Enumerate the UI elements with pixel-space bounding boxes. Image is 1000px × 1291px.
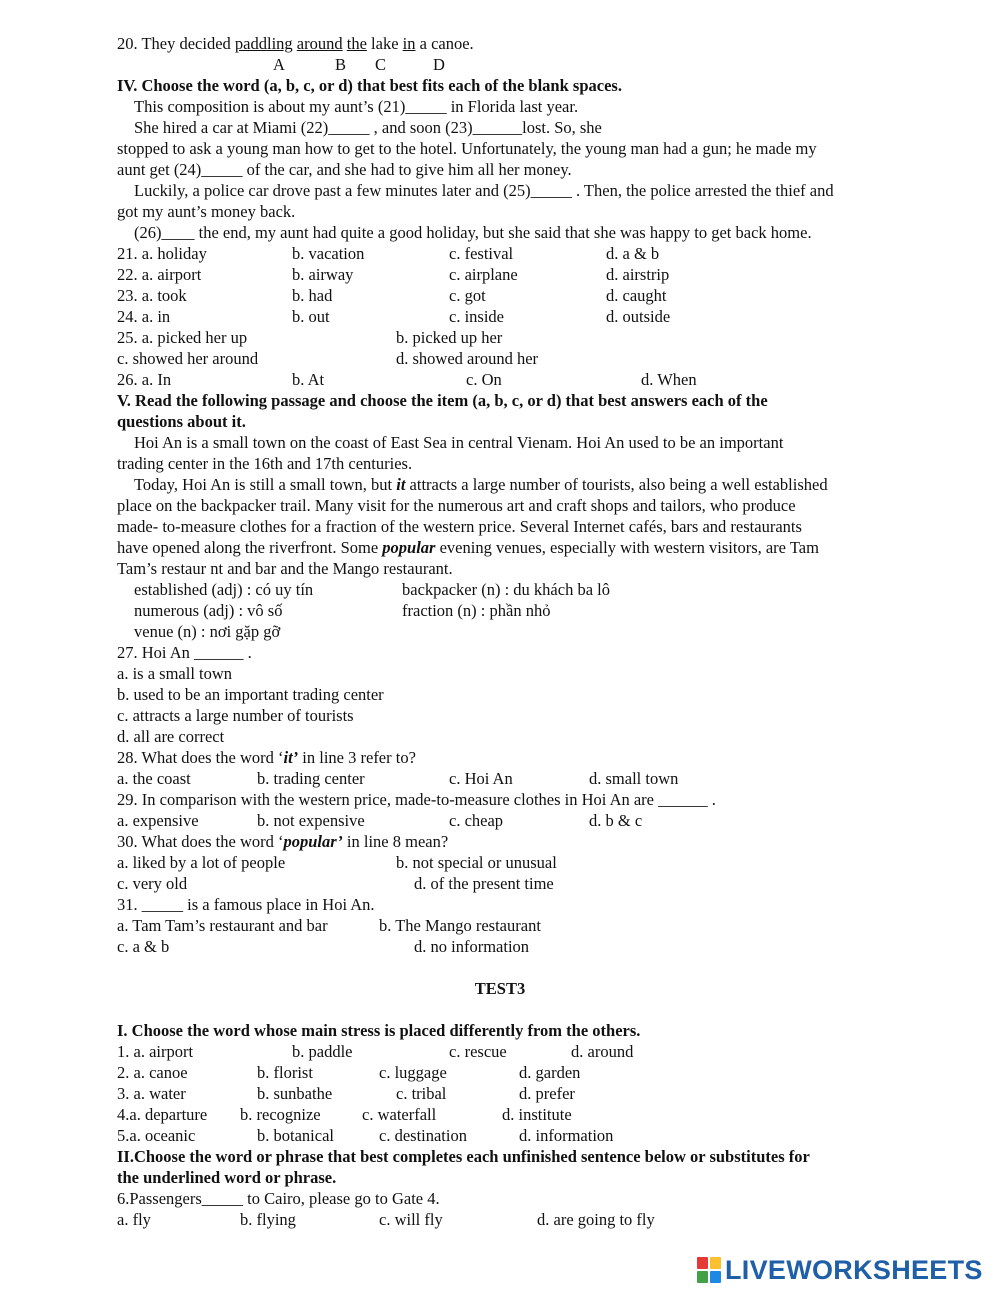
q23-option-d: d. caught	[606, 286, 667, 305]
q29-option-b: b. not expensive	[257, 811, 365, 830]
t3-q3-option-c: c. tribal	[396, 1084, 447, 1103]
passage-text: have opened along the riverfront. Some	[117, 538, 383, 557]
passage-line: (26)____ the end, my aunt had quite a good holiday, but she said that she was happy to get back home.	[134, 223, 812, 242]
q22-option-b: b. airway	[292, 265, 354, 284]
q25-option-c: c. showed her around	[117, 349, 259, 368]
t3-q5-option-d: d. information	[519, 1126, 614, 1145]
passage-line: Luckily, a police car drove past a few minutes later and (25)_____ . Then, the police arrested the thief and	[134, 181, 834, 200]
t3-q2-option-d: d. garden	[519, 1063, 581, 1082]
q25-option-d: d. showed around her	[396, 349, 539, 368]
t3-q2-option-a: 2. a. canoe	[117, 1063, 188, 1082]
passage-text: attracts a large number of tourists, also being a well established	[405, 475, 828, 494]
q20-label-a: A	[273, 55, 285, 74]
q24-option-a: 24. a. in	[117, 307, 171, 326]
q21-option-c: c. festival	[449, 244, 514, 263]
t3-q5-option-b: b. botanical	[257, 1126, 334, 1145]
q28-option-d: d. small town	[589, 769, 679, 788]
t3-q1-option-d: d. around	[571, 1042, 634, 1061]
q20-label-d: D	[433, 55, 445, 74]
q20-label-c: C	[375, 55, 387, 74]
keyword-it: it	[396, 475, 406, 494]
q31-option-c: c. a & b	[117, 937, 170, 956]
q20-option-c: the	[346, 34, 367, 53]
q21-option-b: b. vacation	[292, 244, 365, 263]
q26-option-d: d. When	[641, 370, 697, 389]
t3-q2-option-c: c. luggage	[379, 1063, 447, 1082]
t3-q4-option-a: 4.a. departure	[117, 1105, 208, 1124]
vocab-item: venue (n) : nơi gặp gỡ	[134, 622, 281, 641]
q27-option-c: c. attracts a large number of tourists	[117, 706, 354, 725]
passage-line: made- to-measure clothes for a fraction of the western price. Several Internet cafés, bars and restaurants	[117, 517, 802, 536]
q28-option-b: b. trading center	[257, 769, 365, 788]
q24-option-b: b. out	[292, 307, 330, 326]
passage-line: Tam’s restaur nt and bar and the Mango restaurant.	[117, 559, 453, 578]
t3-q1-option-b: b. paddle	[292, 1042, 353, 1061]
q31-option-b: b. The Mango restaurant	[379, 916, 541, 935]
q24-option-d: d. outside	[606, 307, 671, 326]
q30-keyword: popular’	[283, 832, 343, 851]
q20-option-d: in	[402, 34, 416, 53]
liveworksheets-logo[interactable]	[697, 1255, 983, 1285]
question-29: 29. In comparison with the western price, made-to-measure clothes in Hoi An are ______ .	[117, 790, 716, 809]
t3-q3-option-d: d. prefer	[519, 1084, 575, 1103]
q27-option-a: a. is a small town	[117, 664, 233, 683]
test3-section-2-heading-cont: the underlined word or phrase.	[117, 1168, 337, 1187]
q22-option-c: c. airplane	[449, 265, 518, 284]
q31-option-a: a. Tam Tam’s restaurant and bar	[117, 916, 328, 935]
section-5-heading: V. Read the following passage and choose the item (a, b, c, or d) that best answers each of the	[117, 391, 768, 410]
t3-q3-option-a: 3. a. water	[117, 1084, 186, 1103]
q29-option-a: a. expensive	[117, 811, 199, 830]
question-30	[117, 832, 448, 852]
test3-title: TEST3	[474, 979, 526, 998]
passage-line: This composition is about my aunt’s (21)_____ in Florida last year.	[134, 97, 579, 116]
q28-option-c: c. Hoi An	[449, 769, 513, 788]
q30-option-a: a. liked by a lot of people	[117, 853, 286, 872]
section-4-heading: IV. Choose the word (a, b, c, or d) that best fits each of the blank spaces.	[117, 76, 622, 95]
q30-option-d: d. of the present time	[414, 874, 554, 893]
q27-option-b: b. used to be an important trading center	[117, 685, 384, 704]
q30-text: 30. What does the word ‘	[117, 832, 284, 851]
q29-option-d: d. b & c	[589, 811, 643, 830]
q20-mid: lake	[366, 34, 403, 53]
t3-q6-option-d: d. are going to fly	[537, 1210, 655, 1229]
t3-q5-option-c: c. destination	[379, 1126, 467, 1145]
q27-option-d: d. all are correct	[117, 727, 225, 746]
question-28	[117, 748, 416, 768]
passage-line: Hoi An is a small town on the coast of East Sea in central Vienam. Hoi An used to be an important	[134, 433, 784, 452]
test3-section-1-heading: I. Choose the word whose main stress is placed differently from the others.	[117, 1021, 641, 1040]
q30-text: in line 8 mean?	[342, 832, 449, 851]
q25-option-a: 25. a. picked her up	[117, 328, 248, 347]
passage-line: She hired a car at Miami (22)_____ , and soon (23)______lost. So, she	[134, 118, 602, 137]
passage-line: trading center in the 16th and 17th centuries.	[117, 454, 413, 473]
q28-option-a: a. the coast	[117, 769, 191, 788]
question-20	[117, 34, 474, 54]
section-5-heading-cont: questions about it.	[117, 412, 246, 431]
vocab-item: fraction (n) : phần nhỏ	[402, 601, 551, 620]
q28-keyword: it’	[283, 748, 299, 767]
q23-option-b: b. had	[292, 286, 333, 305]
t3-q4-option-c: c. waterfall	[362, 1105, 437, 1124]
q21-option-a: 21. a. holiday	[117, 244, 207, 263]
t3-q6-option-a: a. fly	[117, 1210, 151, 1229]
q20-text: 20. They decided	[117, 34, 235, 53]
q23-option-c: c. got	[449, 286, 486, 305]
q26-option-a: 26. a. In	[117, 370, 172, 389]
t3-q6-option-b: b. flying	[240, 1210, 296, 1229]
q23-option-a: 23. a. took	[117, 286, 187, 305]
t3-q1-option-a: 1. a. airport	[117, 1042, 194, 1061]
t3-q3-option-b: b. sunbathe	[257, 1084, 333, 1103]
q26-option-c: c. On	[466, 370, 502, 389]
keyword-popular: popular	[382, 538, 436, 557]
q20-option-a: paddling	[234, 34, 293, 53]
t3-q5-option-a: 5.a. oceanic	[117, 1126, 196, 1145]
q25-option-b: b. picked up her	[396, 328, 503, 347]
q28-text: in line 3 refer to?	[298, 748, 416, 767]
q28-text: 28. What does the word ‘	[117, 748, 284, 767]
q22-option-d: d. airstrip	[606, 265, 670, 284]
t3-q4-option-b: b. recognize	[240, 1105, 321, 1124]
liveworksheets-logo-icon	[697, 1257, 721, 1283]
t3-q4-option-d: d. institute	[502, 1105, 572, 1124]
vocab-item: numerous (adj) : vô số	[134, 601, 283, 620]
q30-option-b: b. not special or unusual	[396, 853, 557, 872]
q24-option-c: c. inside	[449, 307, 504, 326]
t3-question-6: 6.Passengers_____ to Cairo, please go to Gate 4.	[117, 1189, 440, 1208]
q29-option-c: c. cheap	[449, 811, 504, 830]
q22-option-a: 22. a. airport	[117, 265, 202, 284]
q20-option-b: around	[296, 34, 343, 53]
q26-option-b: b. At	[292, 370, 325, 389]
q31-option-d: d. no information	[414, 937, 530, 956]
q20-tail: a canoe.	[415, 34, 474, 53]
q20-label-b: B	[335, 55, 347, 74]
test3-section-2-heading: II.Choose the word or phrase that best completes each unfinished sentence below or substitutes for	[117, 1147, 810, 1166]
t3-q2-option-b: b. florist	[257, 1063, 313, 1082]
vocab-item: established (adj) : có uy tín	[134, 580, 314, 599]
passage-line: stopped to ask a young man how to get to the hotel. Unfortunately, the young man had a gun; he made my	[117, 139, 817, 158]
logo-text: LIVEWORKSHEETS	[725, 1254, 983, 1285]
passage-line: place on the backpacker trail. Many visit for the numerous art and craft shops and tailors, who produce	[117, 496, 796, 515]
passage-text: evening venues, especially with western visitors, are Tam	[435, 538, 819, 557]
q21-option-d: d. a & b	[606, 244, 660, 263]
passage-text: Today, Hoi An is still a small town, but	[134, 475, 397, 494]
passage-line: aunt get (24)_____ of the car, and she had to give him all her money.	[117, 160, 572, 179]
passage-line	[117, 538, 819, 558]
question-31: 31. _____ is a famous place in Hoi An.	[117, 895, 375, 914]
question-27: 27. Hoi An ______ .	[117, 643, 252, 662]
vocab-item: backpacker (n) : du khách ba lô	[402, 580, 610, 599]
passage-line	[134, 475, 828, 495]
t3-q1-option-c: c. rescue	[449, 1042, 507, 1061]
passage-line: got my aunt’s money back.	[117, 202, 296, 221]
t3-q6-option-c: c. will fly	[379, 1210, 443, 1229]
q30-option-c: c. very old	[117, 874, 188, 893]
